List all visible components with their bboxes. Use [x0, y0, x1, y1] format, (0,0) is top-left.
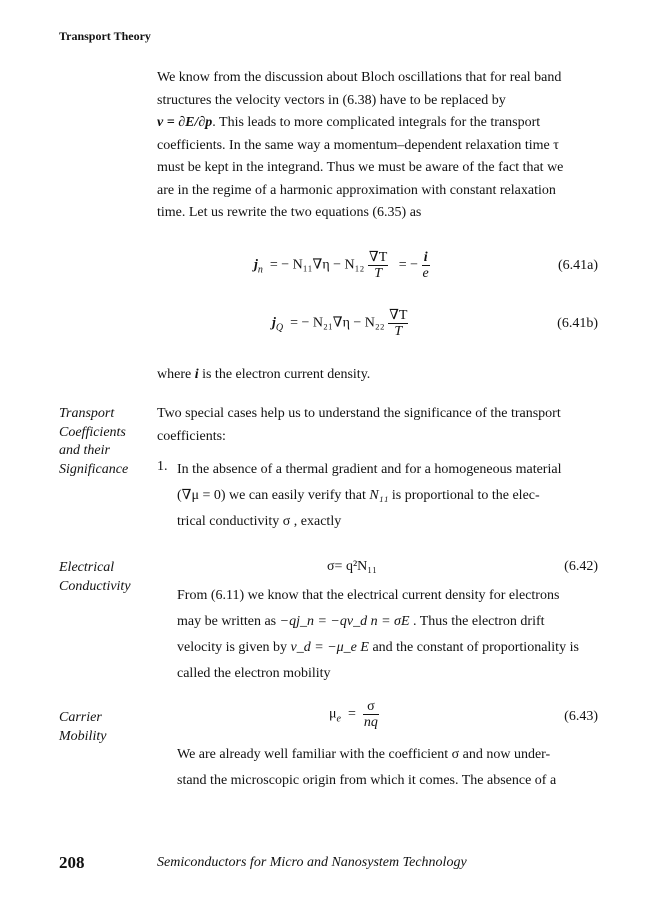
margin-note-transport [59, 405, 154, 479]
eq643-frac-den: nq [363, 715, 378, 730]
margin-electrical-line2: Conductivity [59, 578, 131, 594]
eq641a-tail-num: i [423, 250, 428, 265]
margin-note-electrical [59, 559, 154, 596]
eq641a-tail-fraction [422, 250, 430, 281]
margin-transport-line2: Coefficients [59, 424, 126, 440]
eq643-frac-num: σ [363, 699, 379, 715]
eq641b-lhs-sub: Q [275, 322, 284, 334]
eq641a-frac-num: ∇T [368, 250, 388, 265]
eq641b-frac-num: ∇T [389, 308, 408, 323]
margin-transport-line3: and their [59, 443, 110, 458]
eq641a-lhs-sub: n [257, 264, 263, 276]
li1-line1: In the absence of a thermal gradient and for a homogeneous material [177, 462, 562, 477]
p3-line1: From (6.11) we know that the electrical current density for electrons [177, 588, 560, 603]
eq641a-rhs: = − N₁₁∇η − N₁₂ [269, 257, 365, 273]
paragraph-bloch [157, 67, 598, 225]
velocity-formula: v = ∂E/∂p [157, 115, 213, 130]
p3-line4: called the electron mobility [177, 666, 331, 681]
eq641b-rhs: = − N₂₁∇η − N₂₂ [290, 315, 385, 331]
eq641a-tail-prefix: = − [398, 257, 419, 273]
where-post: is the electron current density. [202, 367, 371, 382]
p3-text-a: may be written as [177, 614, 277, 629]
margin-carrier-line1: Carrier [59, 710, 102, 725]
eq641a-fraction [368, 250, 388, 281]
p4-line2: stand the microscopic origin from which it comes. The absence of a [177, 773, 557, 788]
li1-line3: trical conductivity σ , exactly [177, 514, 342, 529]
p1-line1: We know from the discussion about Bloch oscillations that for real band [157, 70, 562, 85]
margin-carrier-line2: Mobility [59, 728, 107, 744]
p3-current-formula: −qj_n = −qv_d n = σE [279, 614, 410, 629]
p2-line2: coefficients: [157, 428, 226, 444]
running-header: Transport Theory [59, 29, 151, 43]
li1-line2 [177, 483, 598, 509]
where-var: i [194, 367, 199, 382]
p1-line3 [157, 112, 598, 135]
equation-6-41b [157, 306, 598, 346]
margin-transport-line1: Transport [59, 406, 115, 421]
eq641b-lhs: j [272, 315, 276, 331]
li1-grad-mu: (∇μ = 0) [177, 488, 226, 503]
p3-line3-b: and the constant of proportionality is [372, 640, 579, 655]
eq642-label: (6.42) [564, 559, 598, 574]
eq641b-label: (6.41b) [557, 316, 598, 331]
eq641a-frac-den: T [374, 266, 382, 281]
p1-line6: are in the regime of a harmonic approximation with constant relaxation [157, 182, 556, 198]
eq641b-fraction [388, 308, 408, 339]
where-line [157, 364, 370, 387]
eq642-body: σ= q²N₁₁ [327, 559, 378, 574]
paragraph-special-cases [157, 403, 598, 448]
p1-line5: must be kept in the integrand. Thus we must be aware of the fact that we [157, 160, 564, 175]
margin-transport-line4: Significance [59, 461, 129, 477]
li1-n11: N₁₁ [369, 488, 389, 503]
p3-text-b: . Thus the electron drift [413, 614, 545, 629]
eq643-equals: = [347, 706, 356, 722]
eq641a-tail-den: e [422, 266, 429, 281]
p4-line1: We are already well familiar with the coefficient σ and now under- [177, 747, 551, 762]
li1-text-b: we can easily verify that [229, 488, 366, 503]
eq641b-frac-den: T [394, 324, 403, 339]
book-title: Semiconductors for Micro and Nanosystem Technology [157, 855, 467, 870]
p1-line2: structures the velocity vectors in (6.38) have to be replaced by [157, 92, 506, 108]
equation-6-41a [157, 248, 598, 288]
eq641a-lhs: j [254, 257, 258, 273]
p1-line3-text: . This leads to more complicated integrals for the transport [212, 115, 541, 130]
p3-drift-formula: v_d = −μ_e E [290, 640, 369, 655]
page-number: 208 [59, 853, 85, 872]
eq643-label: (6.43) [564, 709, 598, 724]
where-pre: where [157, 367, 192, 382]
eq641a-label: (6.41a) [557, 258, 598, 273]
list-number-1: 1. [157, 459, 168, 474]
eq643-fraction [363, 699, 379, 730]
p1-line4: coefficients. In the same way a momentum–dependent relaxation time τ [157, 137, 559, 153]
li1-text-d: is proportional to the elec- [391, 488, 540, 503]
paragraph-drift [177, 583, 598, 687]
list-item-1 [177, 457, 598, 535]
equation-6-43 [177, 699, 598, 739]
paragraph-sigma-origin [177, 742, 598, 794]
p3-line3-a: velocity is given by [177, 640, 288, 655]
p2-line1: Two special cases help us to understand the significance of the transport [157, 406, 561, 421]
p1-line7: time. Let us rewrite the two equations (6.35) as [157, 205, 422, 220]
margin-note-carrier [59, 709, 154, 746]
eq643-lhs: μ [329, 706, 337, 722]
p3-line2 [177, 609, 598, 635]
margin-electrical-line1: Electrical [59, 560, 115, 575]
p3-line3 [177, 635, 598, 661]
eq643-lhs-sub: e [336, 713, 341, 725]
